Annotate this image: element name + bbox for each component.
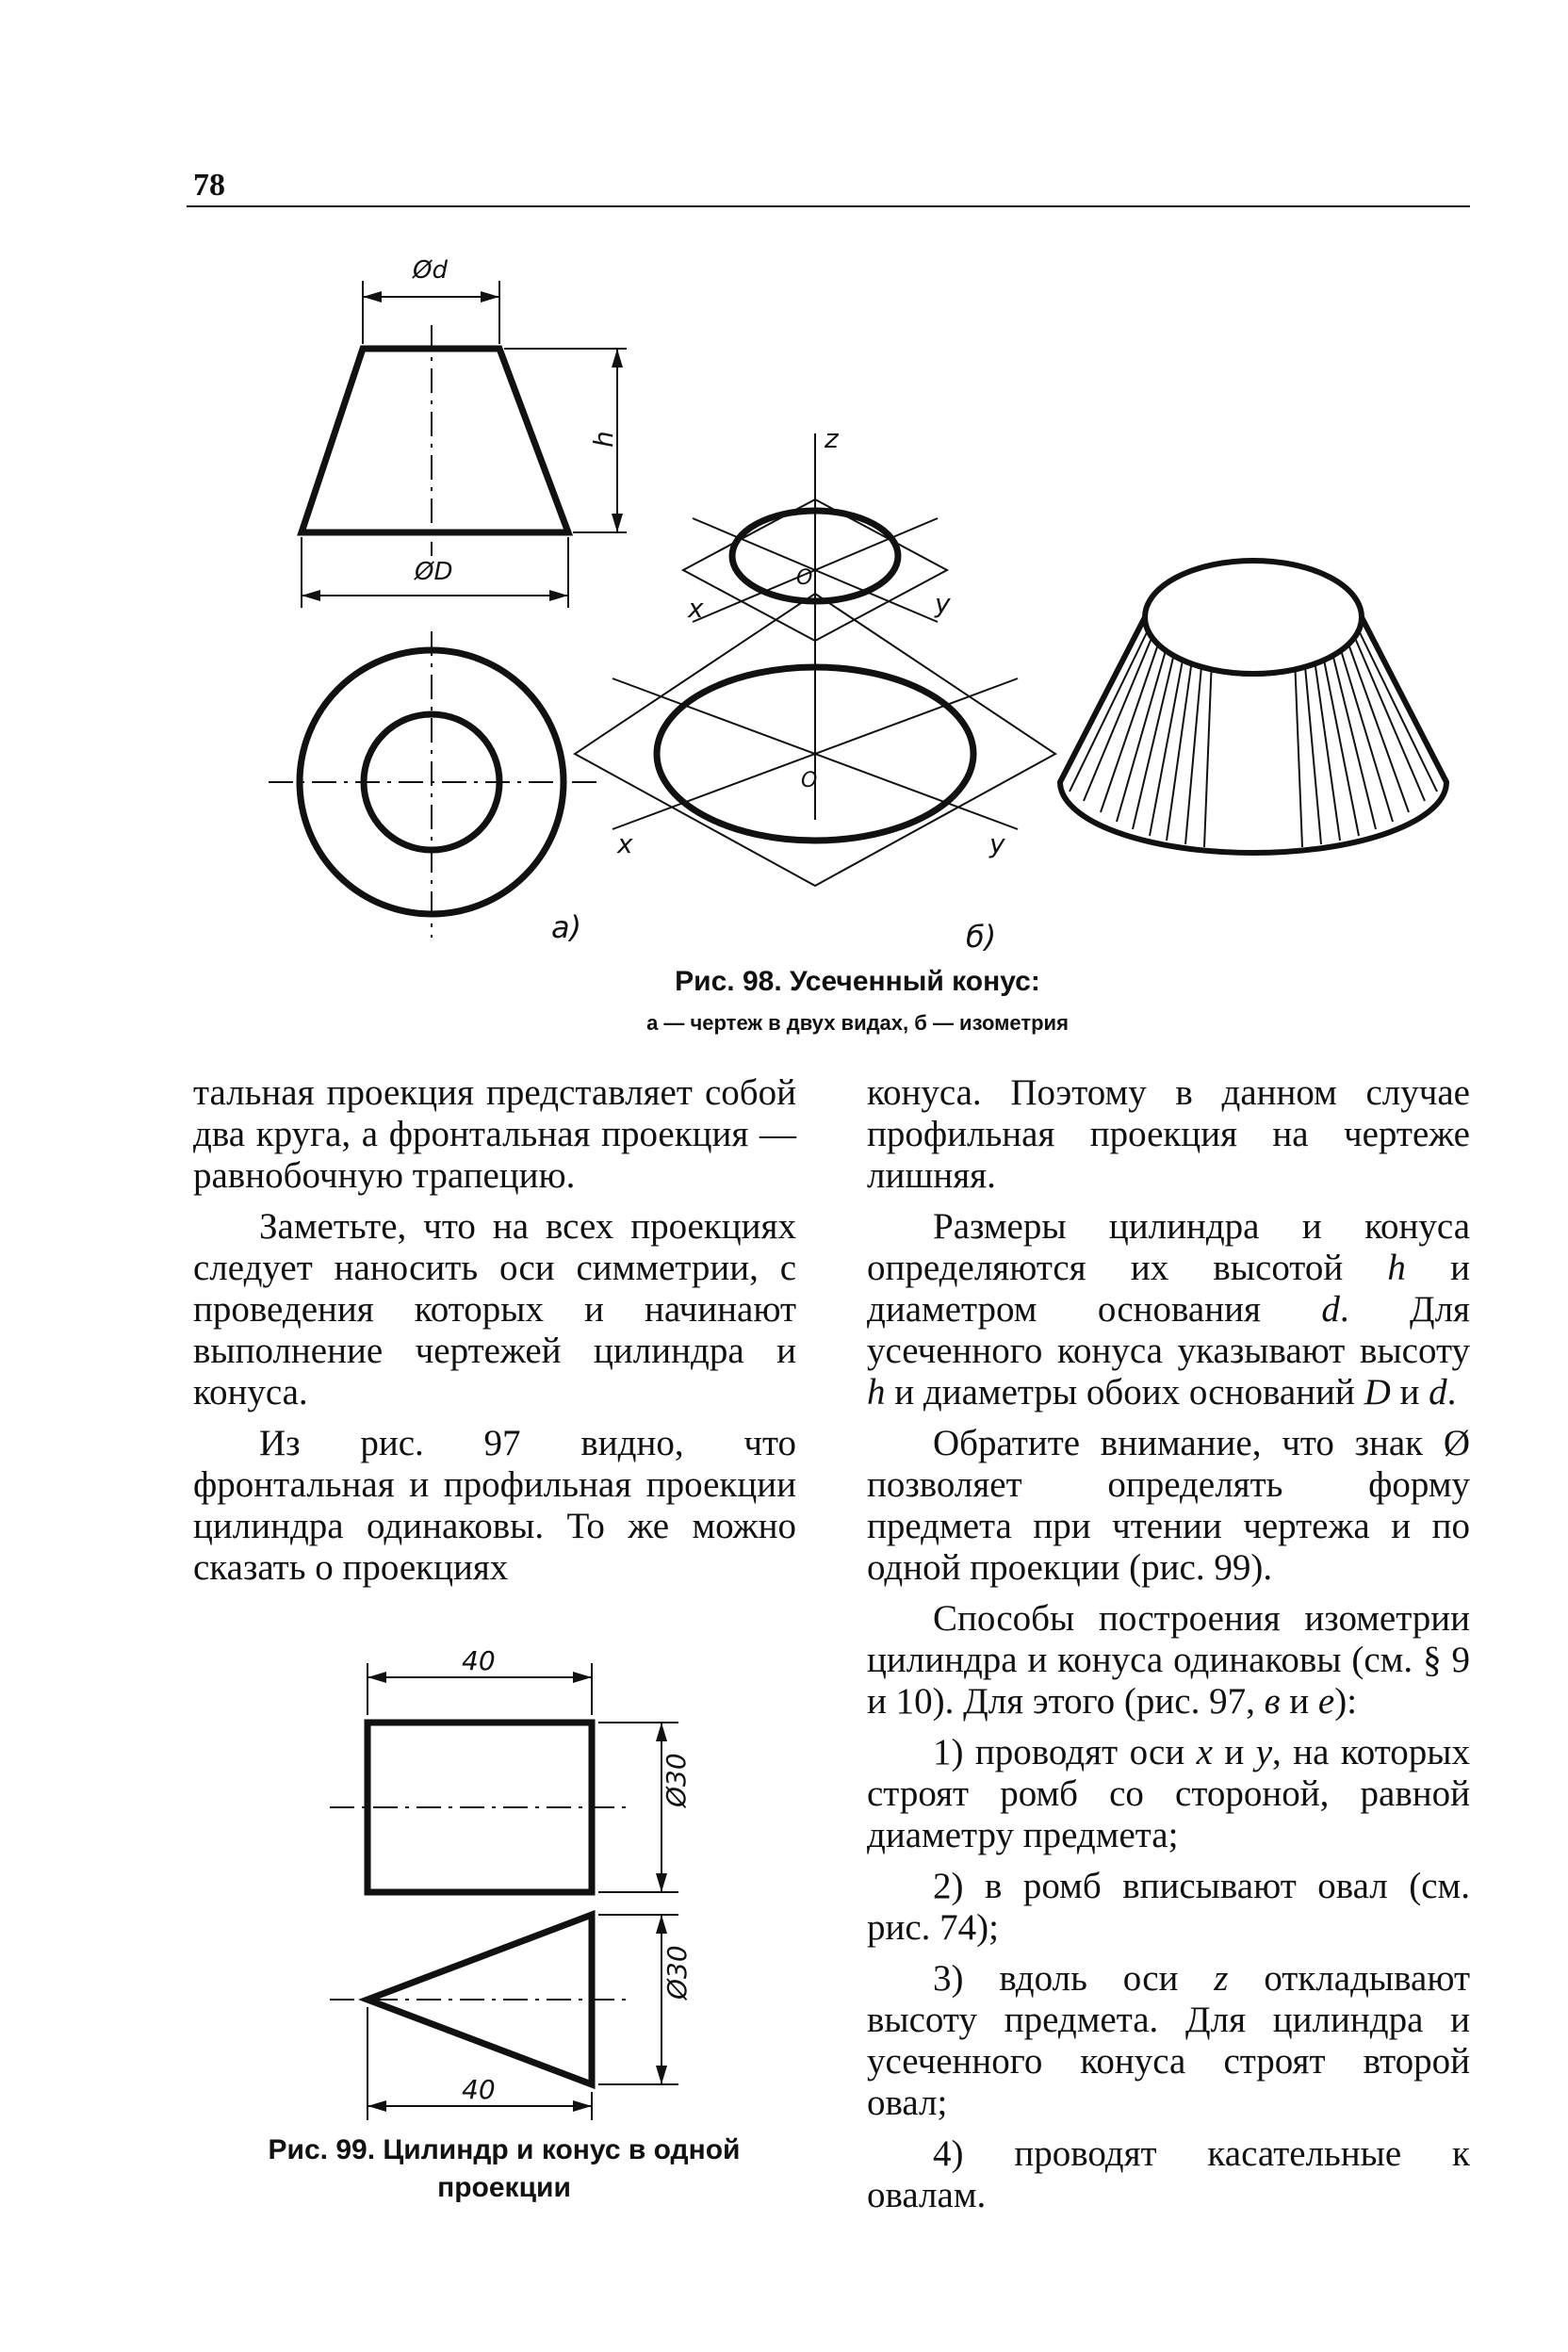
label-x-bottom: x bbox=[617, 828, 633, 859]
label-rect-diam: Ø30 bbox=[661, 1753, 692, 1807]
fig98-caption-sub: а — чертеж в двух видах, б — изометрия bbox=[646, 1011, 1069, 1035]
label-a: а) bbox=[551, 909, 582, 945]
label-h: h bbox=[588, 431, 619, 448]
label-o-bottom: O bbox=[801, 769, 818, 792]
step-4: 4) проводят касательные к овалам. bbox=[867, 2133, 1470, 2215]
trapezoid bbox=[302, 349, 568, 532]
label-b: б) bbox=[966, 919, 997, 955]
left-paragraph-3: Из рис. 97 видно, что фронтальная и профильная проекции цилиндра одинаковы. То же можно сказать о проекциях bbox=[193, 1423, 796, 1588]
label-z: z bbox=[825, 423, 839, 454]
fig99-caption: Рис. 99. Цилиндр и конус в одной проекции bbox=[268, 2134, 741, 2203]
fig98b-cone bbox=[1055, 509, 1451, 867]
fig98-caption bbox=[528, 966, 1187, 1036]
header-rule bbox=[187, 205, 1470, 207]
fig98b-drawing bbox=[575, 415, 1065, 961]
right-paragraph-1: конуса. Поэтому в данном случае профильная проекция на чертеже лишняя. bbox=[867, 1072, 1470, 1196]
step-1: 1) проводят оси x и y, на которых строят ромб со стороной, равной диаметру предмета; bbox=[867, 1732, 1470, 1855]
label-y-top: y bbox=[935, 588, 951, 619]
label-phi-D: ØD bbox=[415, 558, 453, 586]
label-bottom-width: 40 bbox=[462, 2074, 496, 2105]
step-2: 2) в ромб вписывают овал (см. рис. 74); bbox=[867, 1866, 1470, 1948]
left-paragraph-2: Заметьте, что на всех проекциях следует наносить оси симметрии, с проведения которых и начинают выполнение чертежей цилиндра и конуса. bbox=[193, 1206, 796, 1413]
right-column bbox=[867, 1072, 1470, 2226]
fig98-caption-title: Рис. 98. Усеченный конус: bbox=[675, 966, 1040, 997]
cone-top bbox=[1145, 561, 1362, 674]
label-tri-diam: Ø30 bbox=[662, 1945, 693, 2000]
fig99-drawing bbox=[311, 1640, 707, 2130]
label-o-top: O bbox=[796, 566, 813, 590]
left-paragraph-1: тальная проекция представляет собой два круга, а фронтальная проекция — равнобочную трапецию. bbox=[193, 1072, 796, 1196]
label-x-top: x bbox=[688, 593, 704, 624]
right-paragraph-3: Обратите внимание, что знак Ø позволяет определять форму предмета при чтении чертежа и по одной проекции (рис. 99). bbox=[867, 1423, 1470, 1588]
step-3: 3) вдоль оси z откладывают высоту предмета. Для цилиндра и усеченного конуса строят второй овал; bbox=[867, 1958, 1470, 2123]
right-paragraph-4: Способы построения изометрии цилиндра и конуса одинаковы (см. § 9 и 10). Для этого (рис. 97, в и е): bbox=[867, 1598, 1470, 1722]
label-top-width: 40 bbox=[462, 1645, 496, 1676]
page-number: 78 bbox=[193, 168, 225, 203]
right-paragraph-2: Размеры цилиндра и конуса определяются их высотой h и диаметром основания d. Для усеченного конуса указывают высоту h и диаметры обоих оснований D и d. bbox=[867, 1206, 1470, 1413]
left-column bbox=[193, 1072, 796, 1598]
label-y-bottom: y bbox=[989, 828, 1005, 859]
label-phi-d: Ød bbox=[413, 256, 448, 285]
fig98a-top-view bbox=[269, 631, 603, 938]
